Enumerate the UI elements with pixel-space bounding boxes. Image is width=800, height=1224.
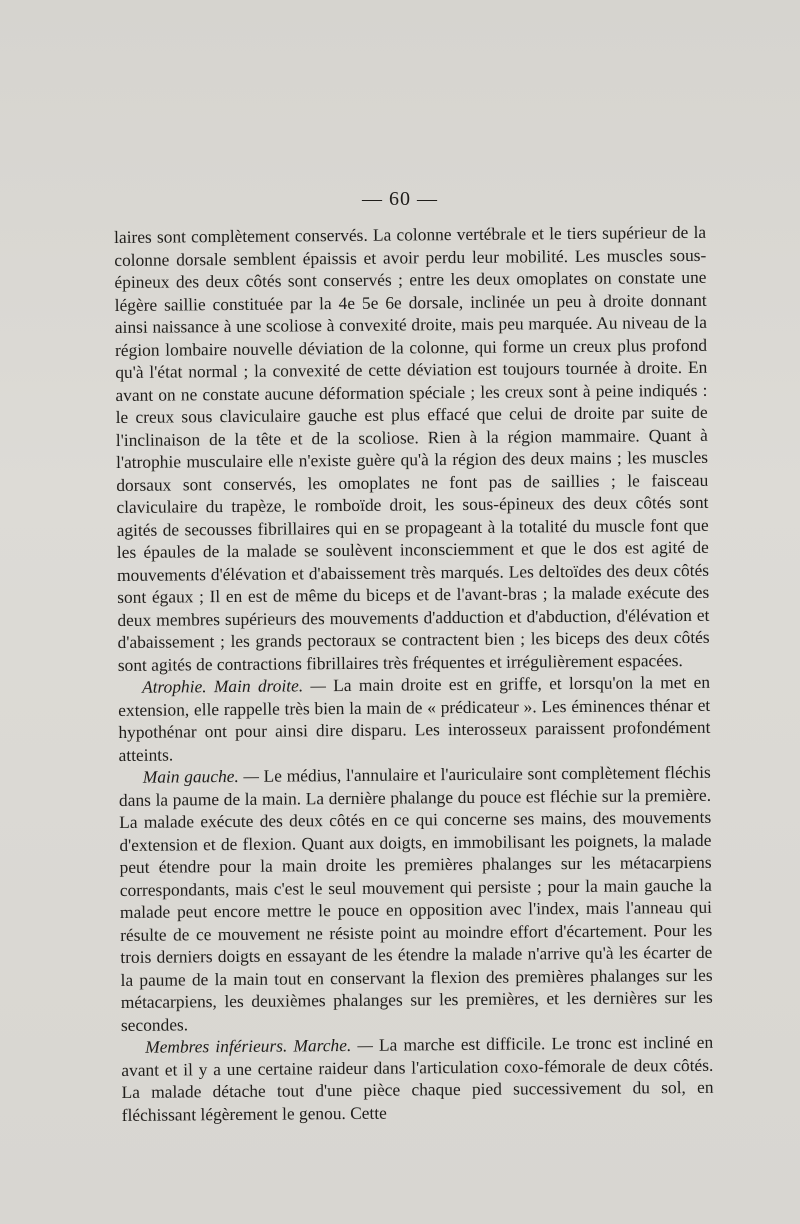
section-heading: Main gauche. —	[142, 765, 260, 787]
paragraph-membres-inferieurs	[121, 1031, 714, 1126]
body-text	[114, 221, 714, 1126]
page-number: — 60 —	[362, 188, 438, 210]
paragraph-continued	[114, 221, 710, 676]
paragraph-text: La main droite est en griffe, et lorsqu'on la met en extension, elle rappelle très bien la main de « prédicateur ». Les éminences thénar et hypothénar ont pour ainsi dire disparu. Les interosseux paraissent profondément atteints.	[118, 671, 711, 765]
paragraph-text: Le médius, l'annulaire et l'auriculaire sont complètement fléchis dans la paume de la main. La dernière phalange du pouce est fléchie sur la première. La malade exécute des deux côtés en ce qui concerne ses mains, des mouvements d'extension et de flexion. Quant aux doigts, en immobilisant les poignets, la malade peut étendre pour la main droite les premières phalanges sur les métacarpiens correspondants, mais c'est le seul mouvement qui persiste ; pour la main gauche la malade peut encore mettre le pouce en opposition avec l'index, mais l'anneau qui résulte de ce mouvement ne résiste point au moindre effort d'écartement. Pour les trois derniers doigts en essayant de les étendre la malade n'arrive qu'à les écarter de la paume de la main tout en conservant la flexion des premières phalanges sur les métacarpiens, les deuxièmes phalanges sur les premières, et les dernières sur les secondes.	[118, 761, 713, 1035]
section-heading: Membres inférieurs. Marche. —	[145, 1034, 373, 1057]
paragraph-text: La marche est difficile. Le tronc est incliné en avant et il y a une certaine raideur dans l'articulation coxo-fémorale de deux côtés. La malade détache tout d'une pièce chaque pied successivement du sol, en fléchissant légèrement le genou. Cette	[121, 1031, 714, 1125]
paragraph-main-droite	[118, 671, 711, 766]
paragraph-text: laires sont complètement conservés. La colonne vertébrale et le tiers supérieur de la colonne dorsale semblent épaissis et avoir perdu leur mobilité. Les muscles sous-épineux des deux côtés sont conservés ; entre les deux omoplates on constate une légère saillie constituée par la 4e 5e 6e dorsale, inclinée un peu à droite donnant ainsi naissance à une scoliose à convexité droite, mais peu marquée. Au niveau de la région lombaire nouvelle déviation de la colonne, qui forme un creux plus profond qu'à l'état normal ; la convexité de cette déviation est toujours tournée à droite. En avant on ne constate aucune déformation spéciale ; les creux sont à peine indiqués : le creux sous claviculaire gauche est plus effacé que celui de droite par suite de l'inclinaison de la tête et de la scoliose. Rien à la région mammaire. Quant à l'atrophie musculaire elle n'existe guère qu'à la région des deux mains ; les muscles dorsaux sont conservés, les omoplates ne font pas de saillies ; le faisceau claviculaire du trapèze, le romboïde droit, les sous-épineux des deux côtés sont agités de secousses fibrillaires qui en se propageant à la totalité du muscle font que les épaules de la malade se soulèvent inconsciemment et que le dos est agité de mouvements d'élévation et d'abaissement très marqués. Les deltoïdes des deux côtés sont égaux ; Il en est de même du biceps et de l'avant-bras ; la malade exécute des deux membres supérieurs des mouvements d'adduction et d'abduction, d'élévation et d'abaissement ; les grands pectoraux se contractent bien ; les biceps des deux côtés sont agités de contractions fibrillaires très fréquentes et irrégulièrement espacées.	[114, 221, 710, 675]
paragraph-main-gauche	[119, 761, 713, 1036]
section-heading: Atrophie. Main droite. —	[141, 675, 327, 697]
